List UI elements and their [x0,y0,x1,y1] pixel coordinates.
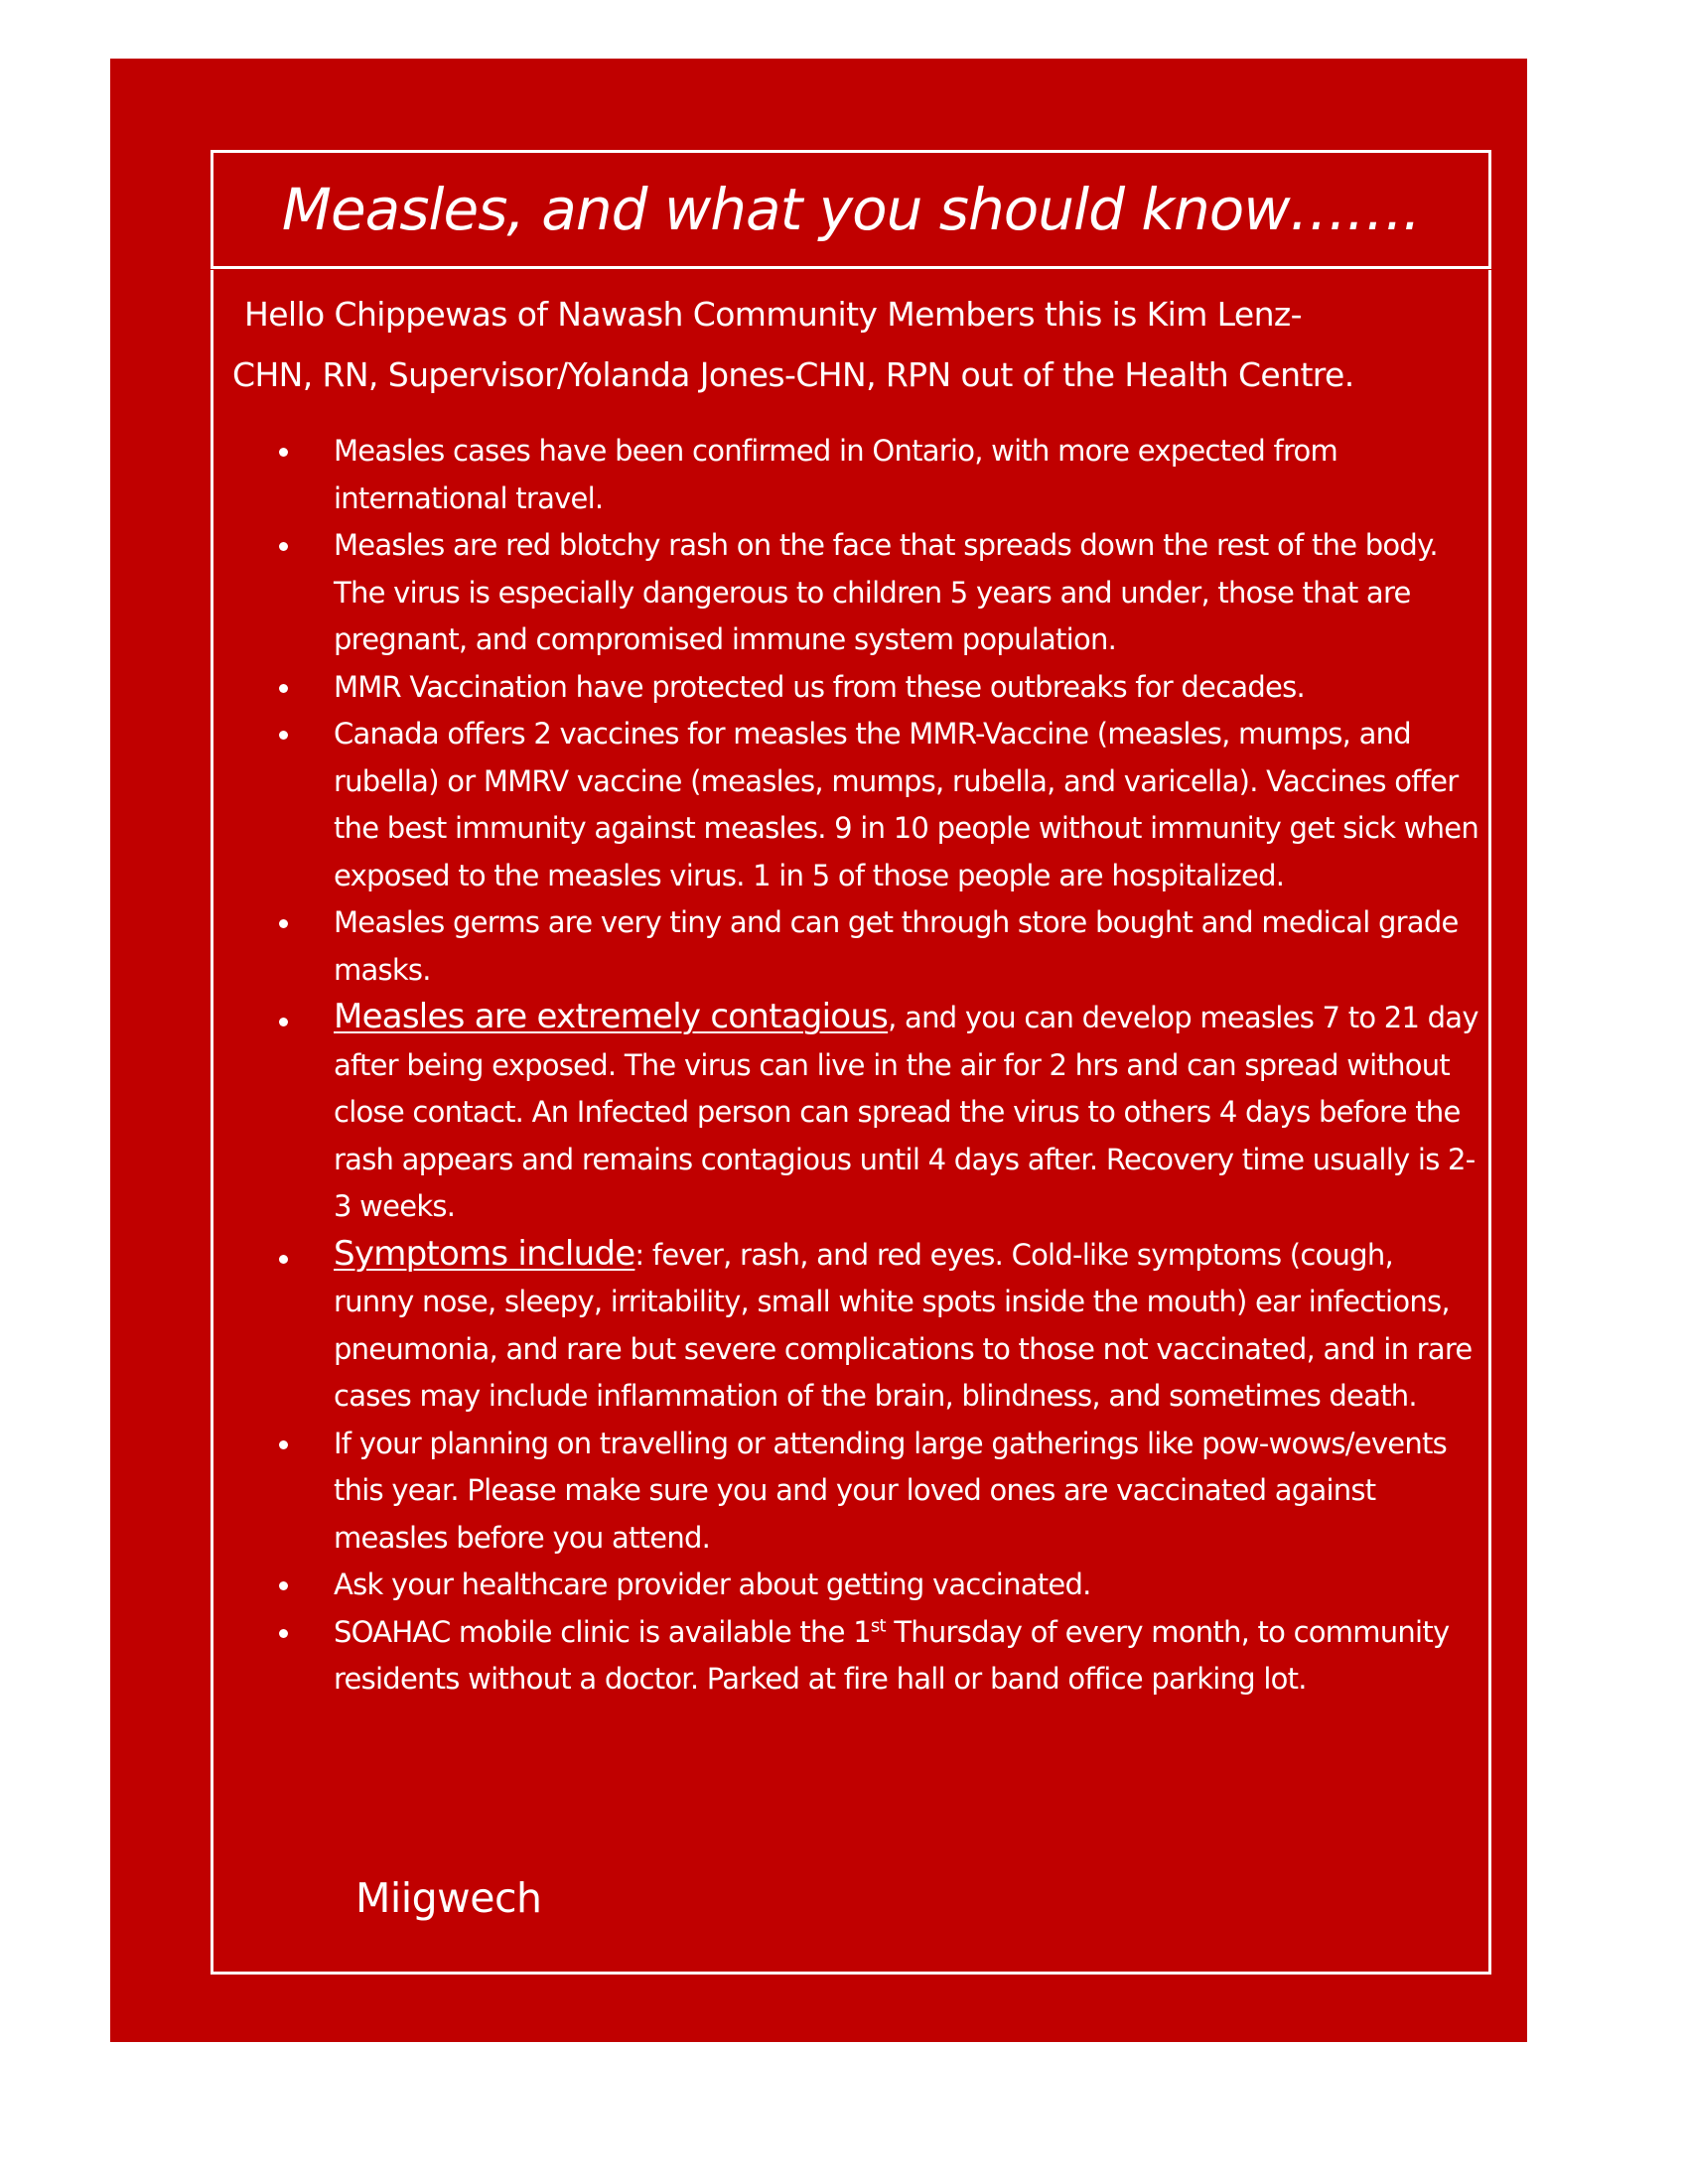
bullet-dot-icon [279,1255,288,1264]
bullet-text-part-b: Thursday of every month, to community residents without a doctor. Parked at fire hall or band office parking lot. [334,1614,1450,1696]
bullet-item [224,994,1480,1231]
bullet-lead-underlined: Symptoms include [334,1233,635,1274]
bullet-dot-icon [279,919,288,928]
bullet-dot-icon [279,542,288,551]
bullet-item [224,1421,1480,1563]
closing-signoff: Miigwech [355,1874,542,1922]
bullet-text: Canada offers 2 vaccines for measles the MMR-Vaccine (measles, mumps, and rubella) or MMRV vaccine (measles, mumps, rubella, and varicella). Vaccines offer the best immunity against measles. 9 in 10 people without immunity get sick when exposed to the measles virus. 1 in 5 of those people are hospitalized. [334,717,1478,892]
intro-text [232,284,1474,405]
bullet-text: : fever, rash, and red eyes. Cold-like symptoms (cough, runny nose, sleepy, irritability, small white spots inside the mouth) ear infections, pneumonia, and rare but severe complications to those not vaccinated, and in rare cases may include inflammation of the brain, blindness, and sometimes death. [334,1237,1473,1413]
bullet-lead-underlined: Measles are extremely contagious [334,997,889,1036]
bullet-text: If your planning on travelling or attending large gatherings like pow-wows/events this year. Please make sure you and your loved ones are vaccinated against measles before you attend. [334,1426,1447,1555]
bullet-item [224,1609,1480,1704]
ordinal-superscript: st [870,1614,886,1636]
page-title: Measles, and what you should know……. [281,176,1421,243]
bullet-dot-icon [279,684,288,693]
bullet-dot-icon [279,1440,288,1449]
bullet-item [224,1231,1480,1421]
bullet-item [224,711,1480,899]
bullet-text: Measles are red blotchy rash on the face that spreads down the rest of the body. The virus is especially dangerous to children 5 years and under, those that are pregnant, and compromised immune system population. [334,528,1438,656]
bullet-item [224,899,1480,994]
bullet-item [224,522,1480,664]
bullet-dot-icon [279,731,288,740]
bullet-item [224,664,1480,712]
bullet-text: Measles germs are very tiny and can get through store bought and medical grade masks. [334,905,1459,987]
intro-line-2: CHN, RN, Supervisor/Yolanda Jones-CHN, RPN out of the Health Centre. [232,355,1354,394]
bullet-text: , and you can develop measles 7 to 21 day after being exposed. The virus can live in the air for 2 hrs and can spread without close contact. An Infected person can spread the virus to others 4 days before the rash appears and remains contagious until 4 days after. Recovery time usually is 2-3 weeks. [334,1001,1478,1223]
bullet-item [224,428,1480,522]
title-box [211,150,1491,269]
bullet-dot-icon [279,1629,288,1638]
bullet-item [224,1562,1480,1609]
bullet-dot-icon [279,1581,288,1590]
bullet-text: Ask your healthcare provider about getting vaccinated. [334,1568,1091,1601]
bullet-text: MMR Vaccination have protected us from these outbreaks for decades. [334,669,1305,704]
intro-line-1: Hello Chippewas of Nawash Community Members this is Kim Lenz- [244,295,1302,334]
bullet-dot-icon [279,1018,288,1026]
bullet-text-part-a: SOAHAC mobile clinic is available the 1 [334,1614,871,1649]
bullet-text: Measles cases have been confirmed in Ontario, with more expected from international travel. [334,434,1337,515]
bullet-dot-icon [279,448,288,457]
bullet-list [224,428,1480,1704]
